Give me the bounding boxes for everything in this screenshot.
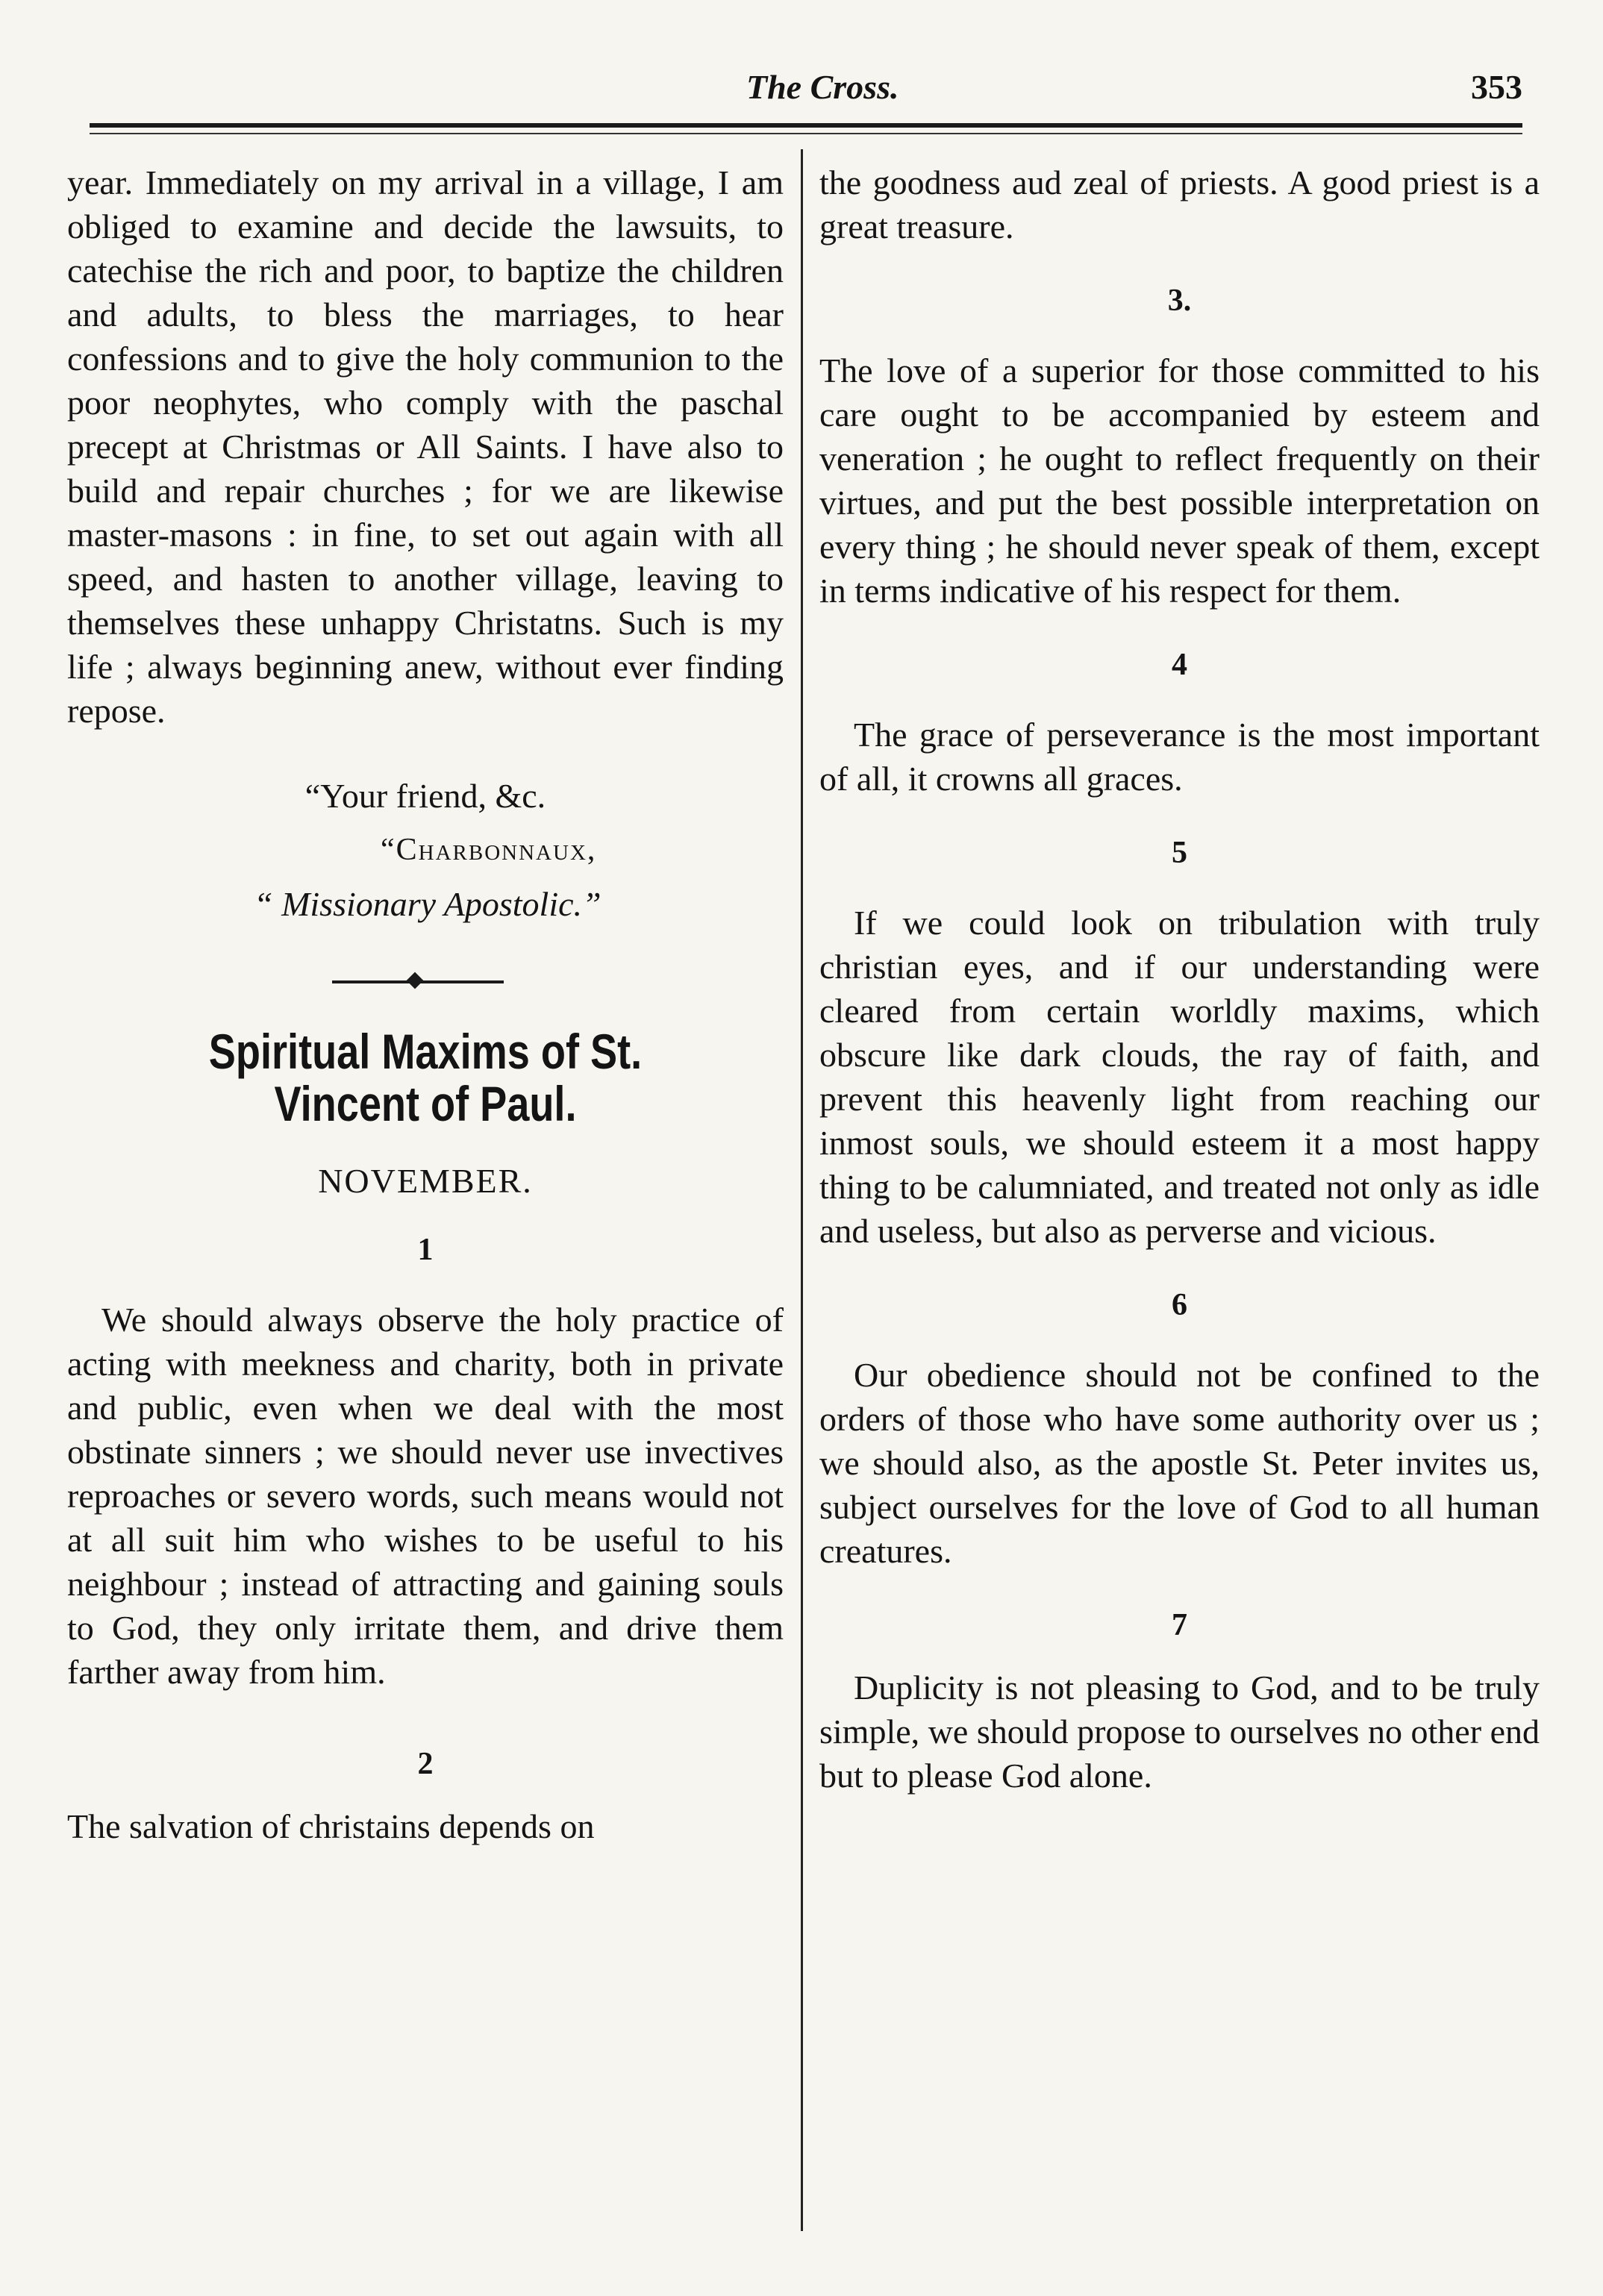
header-rule-thin: [90, 133, 1522, 134]
maxim-number-4: 4: [1172, 648, 1187, 682]
maxim-text-6: Our obedience should not be confined to the orders of those who have some authority over us ; we should also, as the apostle St. Peter invites us, subject ourselves for the love of God to all human creatures.: [819, 1356, 1540, 1570]
maxim-number-3: 3.: [1167, 284, 1192, 318]
right-column: [819, 160, 1540, 1798]
section-title: Spiritual Maxims of St. Vincent of Paul.: [208, 1024, 643, 1131]
maxim-text-1: We should always observe the holy practice of acting with meekness and charity, both in private and public, even when we deal with the most obstinate sinners ; we should never use invectives reproaches or severo words, such means would not at all suit him who wishes to be useful to his neighbour ; instead of attracting and gaining souls to God, they only irritate them, and drive them farther away from him.: [67, 1301, 784, 1691]
letter-signoff-friend: “Your friend, &c.: [304, 777, 546, 815]
signoff-name-text: “Charbonnaux,: [381, 833, 597, 867]
maxim-number-7: 7: [1172, 1608, 1187, 1642]
ornament-diamond: [407, 972, 424, 989]
maxim-text-2-continued: the goodness aud zeal of priests. A good priest is a great treasure.: [819, 163, 1540, 245]
column-divider: [801, 149, 803, 2231]
page-number: 353: [1471, 68, 1522, 106]
running-title: The Cross.: [746, 68, 899, 106]
maxim-text-2: The salvation of christains depends on: [67, 1807, 595, 1845]
maxim-number-1: 1: [417, 1233, 434, 1267]
maxim-text-5: If we could look on tribulation with truly christian eyes, and if our understanding were cleared from certain worldly maxims, which obscure like dark clouds, the ray of faith, and prevent this heavenly light from reaching our inmost souls, we should esteem it a most happy thing to be calumniated, and treated not only as idle and useless, but also as perverse and vicious.: [819, 904, 1540, 1250]
maxim-number-6: 6: [1172, 1288, 1187, 1322]
left-column: [67, 160, 784, 1848]
letter-signoff-name: [67, 832, 784, 868]
maxim-number-2: 2: [417, 1747, 434, 1781]
maxim-text-4: The grace of perseverance is the most important of all, it crowns all graces.: [819, 716, 1540, 798]
maxim-text-7: Duplicity is not pleasing to God, and to be truly simple, we should propose to ourselves no other end but to please God alone.: [819, 1668, 1540, 1795]
month-heading: NOVEMBER.: [318, 1162, 533, 1200]
section-ornament: [67, 967, 784, 997]
maxim-number-5: 5: [1172, 836, 1187, 870]
header-rule: [90, 123, 1522, 128]
page-header: [90, 67, 1522, 119]
letter-paragraph-continued: year. Immediately on my arrival in a village, I am obliged to examine and decide the lawsuits, to catechise the rich and poor, to baptize the children and adults, to bless the marriages, to hear confessions and to give the holy communion to the poor neophytes, who comply with the paschal precept at Christmas or All Saints. I have also to build and repair churches ; for we are likewise master-masons : in fine, to set out again with all speed, and hasten to another village, leaving to themselves these unhappy Christatns. Such is my life ; always beginning anew, without ever finding repose.: [67, 163, 784, 730]
maxim-text-3: The love of a superior for those committed to his care ought to be accompanied by esteem and veneration ; he ought to reflect frequently on their virtues, and put the best possible interpretation on every thing ; he should never speak of them, except in terms indicative of his respect for them.: [819, 351, 1540, 610]
letter-signoff-title: “ Missionary Apostolic.”: [254, 885, 601, 923]
